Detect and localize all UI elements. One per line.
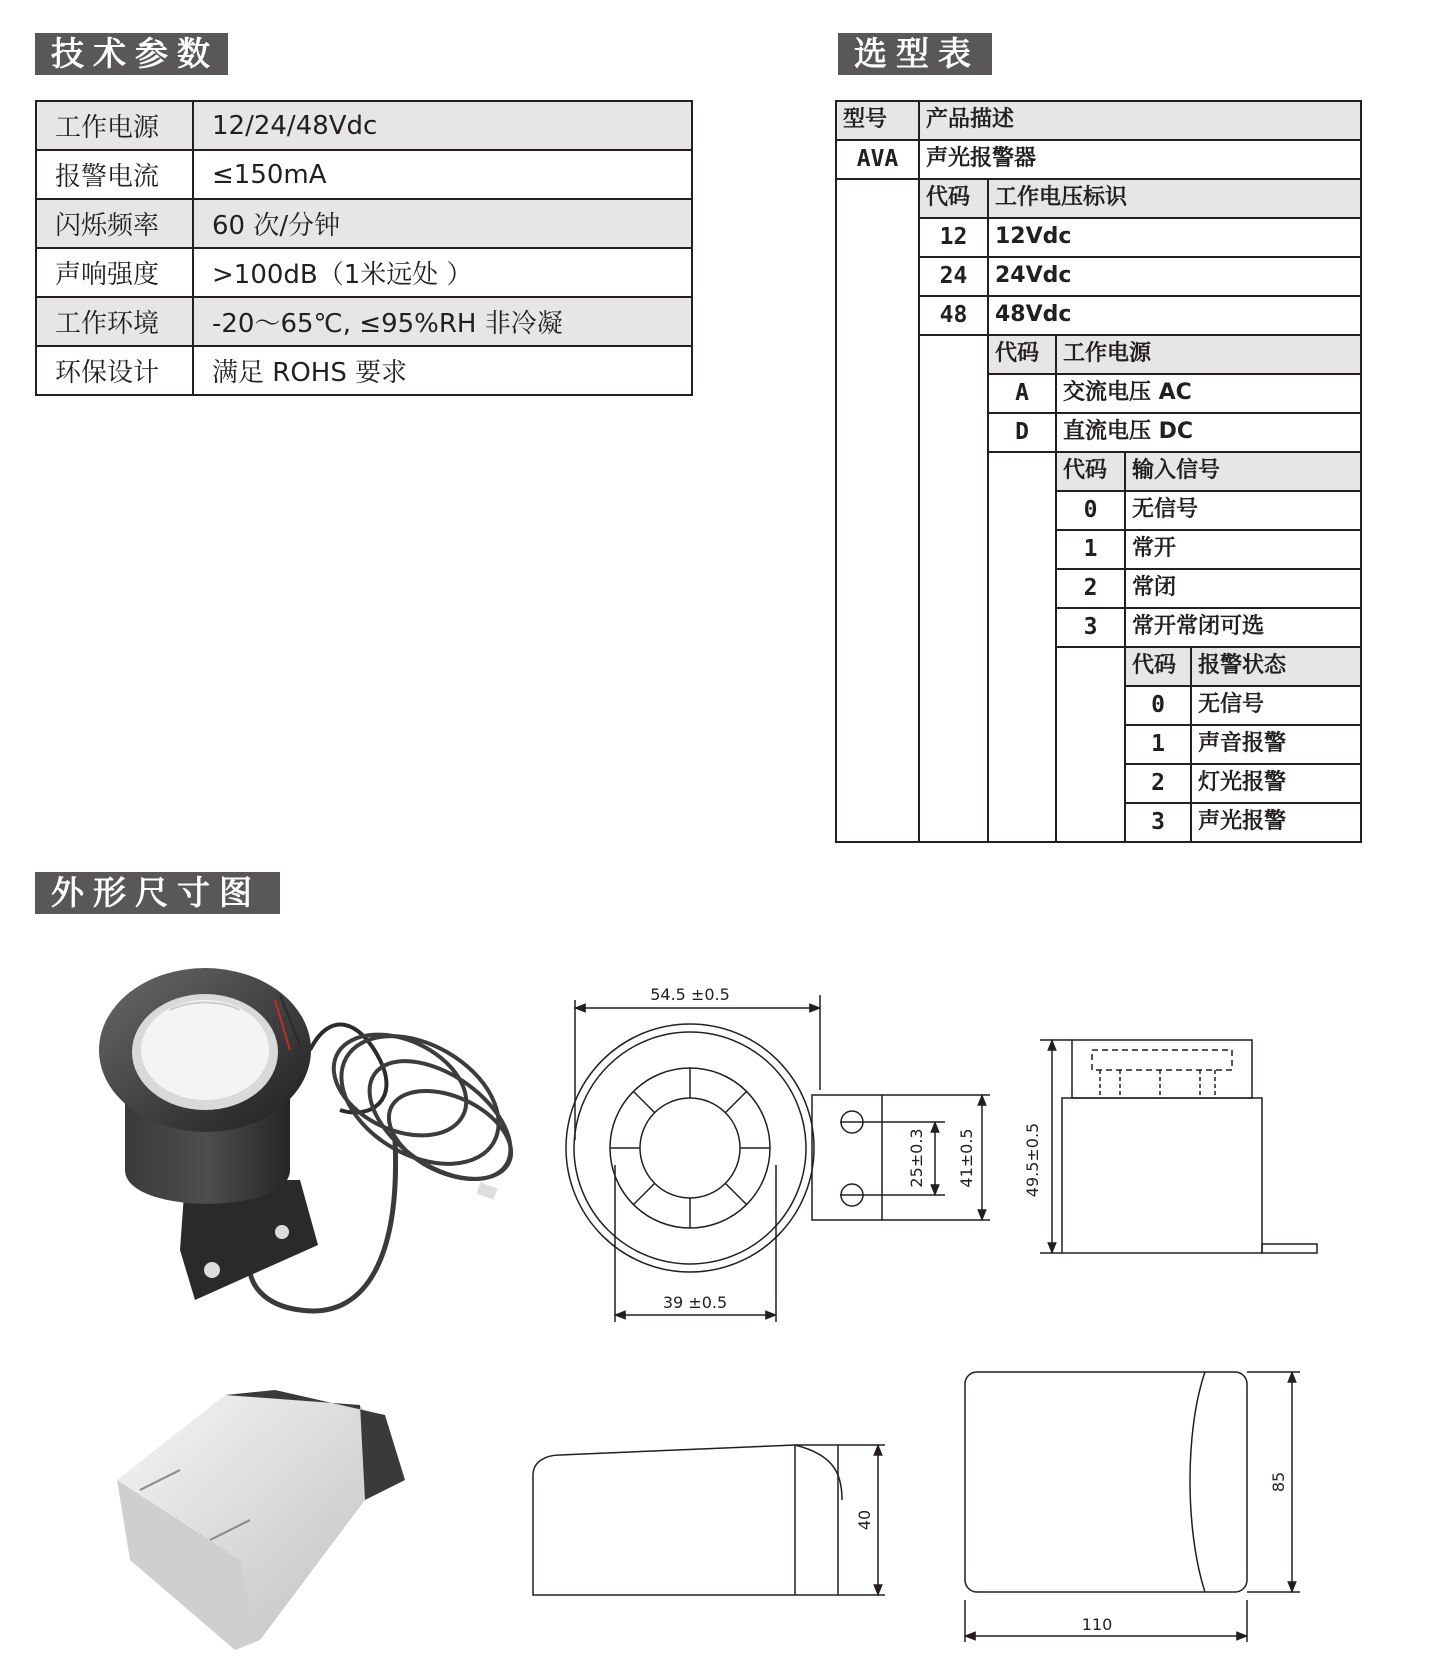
selection-code: 1 bbox=[1124, 724, 1192, 765]
spec-value: ≤150mA bbox=[193, 150, 692, 199]
selection-option: 48Vdc bbox=[987, 295, 1362, 336]
selection-spacer bbox=[918, 334, 989, 843]
spec-key: 工作电源 bbox=[36, 101, 193, 150]
spec-key: 闪烁频率 bbox=[36, 199, 193, 248]
selection-option: 无信号 bbox=[1190, 685, 1362, 726]
selection-code: 3 bbox=[1124, 802, 1192, 843]
selection-option: 常闭 bbox=[1124, 568, 1362, 609]
section-title-specs: 技术参数 bbox=[35, 33, 228, 75]
dim-label-85: 85 bbox=[1269, 1471, 1288, 1493]
selection-code: 48 bbox=[918, 295, 989, 336]
selection-code: 2 bbox=[1055, 568, 1126, 609]
selection-code: A bbox=[987, 373, 1057, 414]
selection-spacer bbox=[987, 451, 1057, 843]
selection-group-title: 工作电压标识 bbox=[987, 178, 1362, 219]
selection-code: D bbox=[987, 412, 1057, 453]
spec-value: 60 次/分钟 bbox=[193, 199, 692, 248]
selection-code: 3 bbox=[1055, 607, 1126, 648]
selection-option: 直流电压 DC bbox=[1055, 412, 1362, 453]
spec-value: 12/24/48Vdc bbox=[193, 101, 692, 150]
selection-desc-value: 声光报警器 bbox=[918, 139, 1362, 180]
dim-label-54-5: 54.5 ±0.5 bbox=[650, 985, 730, 1004]
dim-label-25: 25±0.3 bbox=[907, 1128, 926, 1188]
selection-model-value: AVA bbox=[835, 139, 920, 180]
selection-option: 交流电压 AC bbox=[1055, 373, 1362, 414]
selection-option: 常开 bbox=[1124, 529, 1362, 570]
selection-option: 声光报警 bbox=[1190, 802, 1362, 843]
round-side-view bbox=[1040, 1040, 1317, 1253]
selection-code-header: 代码 bbox=[1055, 451, 1126, 492]
siren-photo bbox=[99, 968, 531, 1311]
selection-option: 12Vdc bbox=[987, 217, 1362, 258]
dim-label-40: 40 bbox=[855, 1509, 874, 1531]
selection-option: 24Vdc bbox=[987, 256, 1362, 297]
selection-spacer bbox=[835, 178, 920, 843]
selection-spacer bbox=[1055, 646, 1126, 843]
selection-group-title: 工作电源 bbox=[1055, 334, 1362, 375]
box-side-view bbox=[533, 1445, 885, 1595]
selection-code: 2 bbox=[1124, 763, 1192, 804]
section-title-selection: 选型表 bbox=[838, 33, 992, 75]
spec-key: 报警电流 bbox=[36, 150, 193, 199]
dim-label-110: 110 bbox=[1081, 1615, 1113, 1634]
selection-code: 12 bbox=[918, 217, 989, 258]
selection-desc-header: 产品描述 bbox=[918, 100, 1362, 141]
section-title-dimensions: 外形尺寸图 bbox=[35, 872, 280, 914]
selection-code: 24 bbox=[918, 256, 989, 297]
selection-code: 0 bbox=[1124, 685, 1192, 726]
box-siren-photo bbox=[117, 1390, 405, 1650]
spec-key: 环保设计 bbox=[36, 346, 193, 395]
selection-code: 0 bbox=[1055, 490, 1126, 531]
selection-code-header: 代码 bbox=[987, 334, 1057, 375]
selection-code-header: 代码 bbox=[1124, 646, 1192, 687]
selection-option: 灯光报警 bbox=[1190, 763, 1362, 804]
selection-code: 1 bbox=[1055, 529, 1126, 570]
dim-label-41: 41±0.5 bbox=[957, 1128, 976, 1188]
spec-value: >100dB（1米远处 ） bbox=[193, 248, 692, 297]
dim-label-39: 39 ±0.5 bbox=[662, 1293, 728, 1312]
box-top-view bbox=[965, 1372, 1300, 1642]
spec-value: 满足 ROHS 要求 bbox=[193, 346, 692, 395]
selection-group-title: 输入信号 bbox=[1124, 451, 1362, 492]
selection-code-header: 代码 bbox=[918, 178, 989, 219]
round-top-view bbox=[566, 995, 990, 1322]
spec-key: 工作环境 bbox=[36, 297, 193, 346]
spec-value: -20～65℃, ≤95%RH 非冷凝 bbox=[193, 297, 692, 346]
dim-label-49-5: 49.5±0.5 bbox=[1023, 1122, 1042, 1198]
selection-option: 声音报警 bbox=[1190, 724, 1362, 765]
selection-option: 无信号 bbox=[1124, 490, 1362, 531]
selection-option: 常开常闭可选 bbox=[1124, 607, 1362, 648]
spec-key: 声响强度 bbox=[36, 248, 193, 297]
selection-model-header: 型号 bbox=[835, 100, 920, 141]
selection-group-title: 报警状态 bbox=[1190, 646, 1362, 687]
